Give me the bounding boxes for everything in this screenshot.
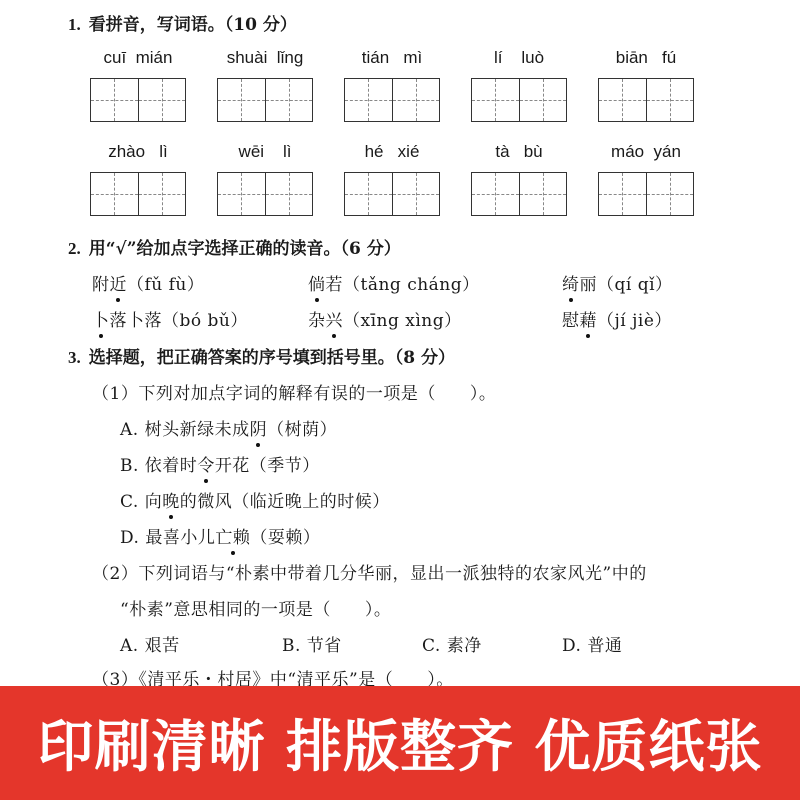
option-text: C. 向: [120, 492, 163, 512]
option-text: A. 树头新绿未成: [120, 420, 250, 440]
stem-text-end: ）。: [469, 384, 497, 404]
q2-number: 2.: [68, 239, 81, 258]
q2-heading: [68, 234, 401, 259]
dotted-char: 近: [109, 275, 127, 295]
option-text: （树荫）: [267, 420, 338, 440]
q1-heading: [68, 10, 297, 35]
pinyin-label: wēi lì: [238, 142, 292, 161]
stem-text: （3）《清平乐・村居》中“清平乐”是（: [92, 670, 394, 686]
option-text: 的微风（临近晚上的时候）: [179, 492, 390, 512]
writing-box[interactable]: [598, 172, 694, 216]
pinyin-label: tián mì: [361, 48, 423, 67]
word-part: 丽: [579, 275, 597, 295]
pinyin-label: shuài lǐng: [226, 48, 304, 67]
pinyin-cell: [344, 140, 440, 216]
dotted-char: 卜: [92, 311, 110, 331]
writing-box[interactable]: [90, 172, 186, 216]
dotted-char: 倘: [308, 275, 326, 295]
word-part: 慰: [562, 311, 580, 331]
reading-choices[interactable]: （xīng xìng）: [343, 311, 462, 331]
q3-sub1-option-d: [120, 523, 320, 548]
q3-sub1-option-a: [120, 415, 337, 440]
q3-number: 3.: [68, 348, 81, 367]
q1-row-1: [90, 46, 730, 146]
dotted-char: 藉: [579, 311, 597, 331]
option-text: B. 依着时: [120, 456, 198, 476]
q3-sub2-option-d: D. 普通: [562, 636, 623, 656]
reading-choices[interactable]: （qí qǐ）: [597, 275, 673, 295]
q2-item: [308, 306, 462, 331]
pinyin-label: zhào lì: [108, 142, 168, 161]
dotted-char: 亡赖: [215, 528, 251, 548]
pinyin-cell: [90, 46, 186, 122]
pinyin-label: hé xié: [364, 142, 420, 161]
dotted-char: 令: [197, 456, 215, 476]
pinyin-cell: [598, 140, 694, 216]
q3-sub2-stem: [92, 559, 647, 584]
q2-item: [92, 270, 204, 295]
pinyin-label: máo yán: [611, 142, 681, 161]
q2-item: [92, 306, 248, 331]
pinyin-cell: [471, 140, 567, 216]
q3-sub2-stem-2: [120, 595, 391, 620]
stem-text: （1）下列对加点字词的解释有误的一项是（: [92, 384, 436, 404]
pinyin-cell: [217, 140, 313, 216]
dotted-char: 兴: [325, 311, 343, 331]
reading-choices[interactable]: （bó bǔ）: [162, 311, 248, 331]
dotted-char: 绮: [562, 275, 580, 295]
q1-title: 看拼音，写词语。（10 分）: [88, 15, 297, 35]
q1-row-2: [90, 140, 730, 240]
q3-heading: [68, 343, 455, 368]
option-text: （耍赖）: [250, 528, 321, 548]
promo-banner: [0, 686, 800, 800]
reading-choices[interactable]: （jí jiè）: [597, 311, 672, 331]
stem-text-end: ）。: [427, 670, 454, 686]
writing-box[interactable]: [471, 78, 567, 122]
q3-sub3-stem: [92, 665, 454, 686]
word-part: 落卜落: [109, 311, 162, 331]
pinyin-label: biān fú: [615, 48, 677, 67]
option-text: 开花（季节）: [214, 456, 320, 476]
writing-box[interactable]: [217, 172, 313, 216]
reading-choices[interactable]: （fǔ fù）: [127, 275, 205, 295]
writing-box[interactable]: [217, 78, 313, 122]
pinyin-cell: [598, 46, 694, 122]
q3-sub2-option-b: B. 节省: [282, 636, 342, 656]
writing-box[interactable]: [471, 172, 567, 216]
option-text: D. 最喜小儿: [120, 528, 216, 548]
writing-box[interactable]: [598, 78, 694, 122]
q1-number: 1.: [68, 15, 81, 34]
writing-box[interactable]: [344, 78, 440, 122]
pinyin-cell: [471, 46, 567, 122]
reading-choices[interactable]: （tǎng cháng）: [343, 275, 480, 295]
stem-text: “朴素”意思相同的一项是（: [120, 600, 331, 620]
q2-title: 用“√”给加点字选择正确的读音。（6 分）: [88, 239, 401, 259]
q3-sub1-stem: [92, 379, 496, 404]
pinyin-cell: [344, 46, 440, 122]
writing-box[interactable]: [90, 78, 186, 122]
q3-sub2-option-a: A. 艰苦: [120, 636, 180, 656]
word-part: 附: [92, 275, 110, 295]
pinyin-cell: [217, 46, 313, 122]
word-part: 杂: [308, 311, 326, 331]
q3-sub1-option-b: [120, 451, 320, 476]
pinyin-cell: [90, 140, 186, 216]
pinyin-label: cuī mián: [103, 48, 173, 67]
q3-sub1-option-c: [120, 487, 390, 512]
stem-text: （2）下列词语与“朴素中带着几分华丽，显出一派独特的农家风光”中的: [92, 564, 647, 584]
q2-item: [562, 270, 673, 295]
writing-box[interactable]: [344, 172, 440, 216]
dotted-char: 晚: [162, 492, 180, 512]
q3-sub2-option-c: C. 素净: [422, 636, 482, 656]
word-part: 若: [325, 275, 343, 295]
q2-item: [308, 270, 480, 295]
pinyin-label: tà bù: [495, 142, 543, 161]
stem-text-end: ）。: [364, 600, 392, 620]
dotted-char: 阴: [249, 420, 268, 440]
pinyin-label: lí luò: [493, 48, 545, 67]
q2-item: [562, 306, 672, 331]
promo-banner-text: 印刷清晰 排版整齐 优质纸张: [37, 715, 763, 780]
q3-title: 选择题，把正确答案的序号填到括号里。（8 分）: [88, 348, 455, 368]
